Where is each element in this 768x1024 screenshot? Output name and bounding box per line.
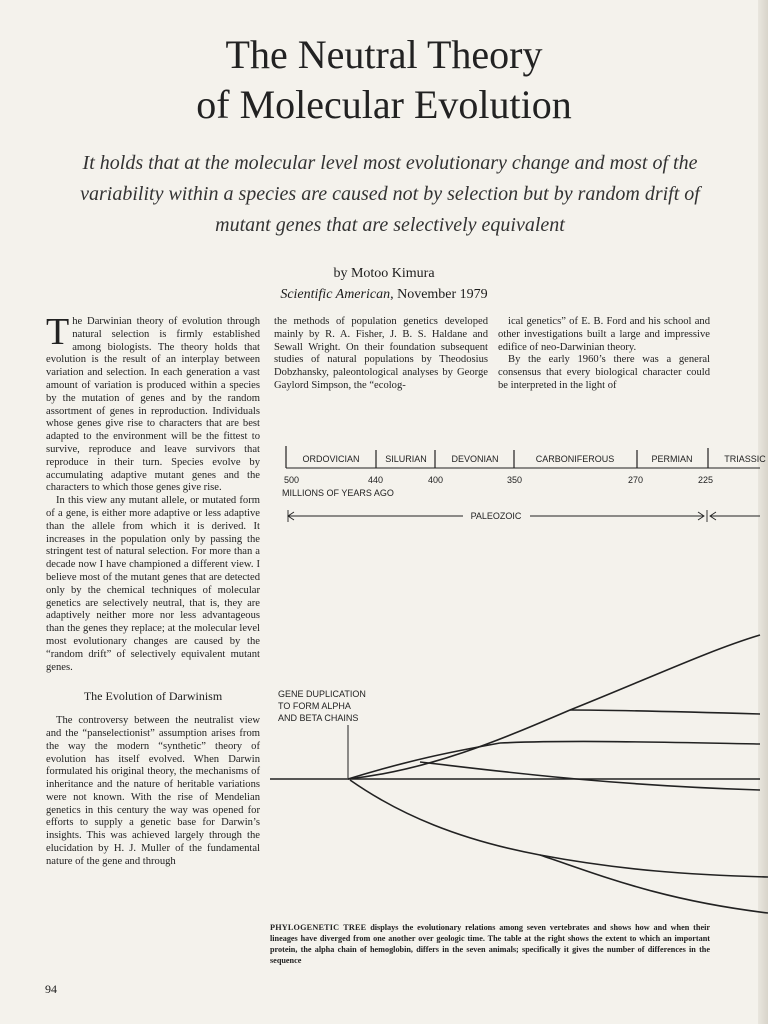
tree-branch (348, 743, 500, 779)
period-label: DEVONIAN (451, 454, 499, 464)
col2-paragraph-1: the methods of population genetics developed mainly by R. A. Fisher, J. B. S. Haldane and Sewall Wright. On their foundation subsequent studies of natural populations by Theodosius Dobzhansky, paleontological analyses by George Gaylord Simpson, the “ecolog- (274, 316, 488, 391)
column-3 (498, 316, 710, 393)
period-label: ORDOVICIAN (302, 454, 360, 464)
tree-branch (570, 710, 760, 714)
col1-paragraph-1: The Darwinian theory of evolution through natural selection is firmly established among biologists. The theory holds that evolution is the result of an interplay between variation and selection. In each generation a vast amount of variation is produced within a species by the mutation of genes and by the random assortment of genes in reproduction. Individuals whose genes give rise to characters that are best adapted to the environment will be the fittest to survive, reproduce and leave survivors that reproduce in their turn. Species evolve by accumulating adaptive mutant genes and the characters to which those genes give rise. (46, 311, 260, 494)
byline (0, 263, 768, 305)
tick-label: 440 (368, 475, 384, 485)
col3-paragraph-2: By the early 1960’s there was a general consensus that every biological character could be interpreted in the light of (498, 354, 710, 391)
tick-label: 400 (428, 475, 444, 485)
annotation-line: AND BETA CHAINS (278, 713, 359, 723)
period-labels (302, 454, 766, 464)
column-1 (46, 311, 260, 869)
caption-text: displays the evolutionary relations among seven vertebrates and shows how and when their lineages have diverged from one another over geologic time. The table at the right shows the extent to which an important protein, the alpha chain of hemoglobin, differs in the seven animals; specifically it gives the number of differences in the sequence (270, 923, 710, 965)
source-line (0, 284, 768, 305)
tick-labels (284, 475, 713, 485)
annotation-line: TO FORM ALPHA (278, 701, 351, 711)
article-title (0, 30, 768, 130)
author: by Motoo Kimura (333, 266, 435, 281)
tick-label: 270 (628, 475, 644, 485)
tree-branch (500, 741, 760, 744)
era-arrow (288, 510, 760, 522)
page-number: 94 (45, 982, 57, 996)
col1-paragraph-2: In this view any mutant allele, or mutated form of a gene, is either more adaptive or less adaptive than the allele from which it is derived. It increases in the population only by passing the stringent test of natural selection. For more than a decade now I have championed a different view. I believe most of the mutant genes that are detected only by the chemical techniques of molecular genetics are selectively neutral, that is, they are adaptively neither more nor less advantageous than the genes they replace; at the molecular level most evolutionary changes are caused by the “random drift” of selectively equivalent mutant genes. (46, 495, 260, 673)
axis-unit-label: MILLIONS OF YEARS AGO (282, 488, 394, 498)
period-label: CARBONIFEROUS (535, 454, 615, 464)
period-label: SILURIAN (385, 454, 427, 464)
tree-branch (350, 780, 768, 877)
tick-label: 500 (284, 475, 300, 485)
tree-branches-lower (350, 780, 768, 913)
title-line-1: The Neutral Theory (225, 32, 543, 77)
period-label: PERMIAN (651, 454, 693, 464)
col1-paragraph-3: The controversy between the neutralist view and the “panselectionist” assumption arises from the way the modern “synthetic” theory of evolution has itself evolved. When Darwin formulated his original theory, the mechanisms of inheritance and the nature of heritable variations were not known. With the rise of Mendelian genetics in this century the way was opened for efforts to supply a genetic base for Darwin’s insights. This was achieved largely through the elucidation by H. J. Muller of the fundamental nature of the gene and through (46, 715, 260, 867)
phylogenetic-figure (270, 440, 766, 790)
drop-cap: T (46, 311, 70, 353)
col3-paragraph-1: ical genetics” of E. B. Ford and his school and other investigations built a large and impressive edifice of neo-Darwinian theory. (498, 316, 710, 353)
title-line-2: of Molecular Evolution (196, 82, 572, 127)
tree-branch (540, 855, 768, 913)
figure-caption (270, 922, 710, 966)
tree-lower-branches (340, 775, 768, 915)
annotation-line: GENE DUPLICATION (278, 689, 366, 699)
period-label: TRIASSIC (724, 454, 766, 464)
tick-label: 350 (507, 475, 523, 485)
tick-label: 225 (698, 475, 714, 485)
era-label: PALEOZOIC (470, 511, 522, 521)
section-heading: The Evolution of Darwinism (83, 689, 223, 704)
source-date: , November 1979 (390, 287, 488, 302)
article-deck: It holds that at the molecular level most evolutionary change and most of the variability within a species are caused not by selection but by random drift of mutant genes that are selectively equivalent (80, 152, 700, 236)
caption-lead: PHYLOGENETIC TREE (270, 923, 367, 932)
source-publication: Scientific American (280, 287, 391, 302)
column-2 (274, 316, 488, 393)
